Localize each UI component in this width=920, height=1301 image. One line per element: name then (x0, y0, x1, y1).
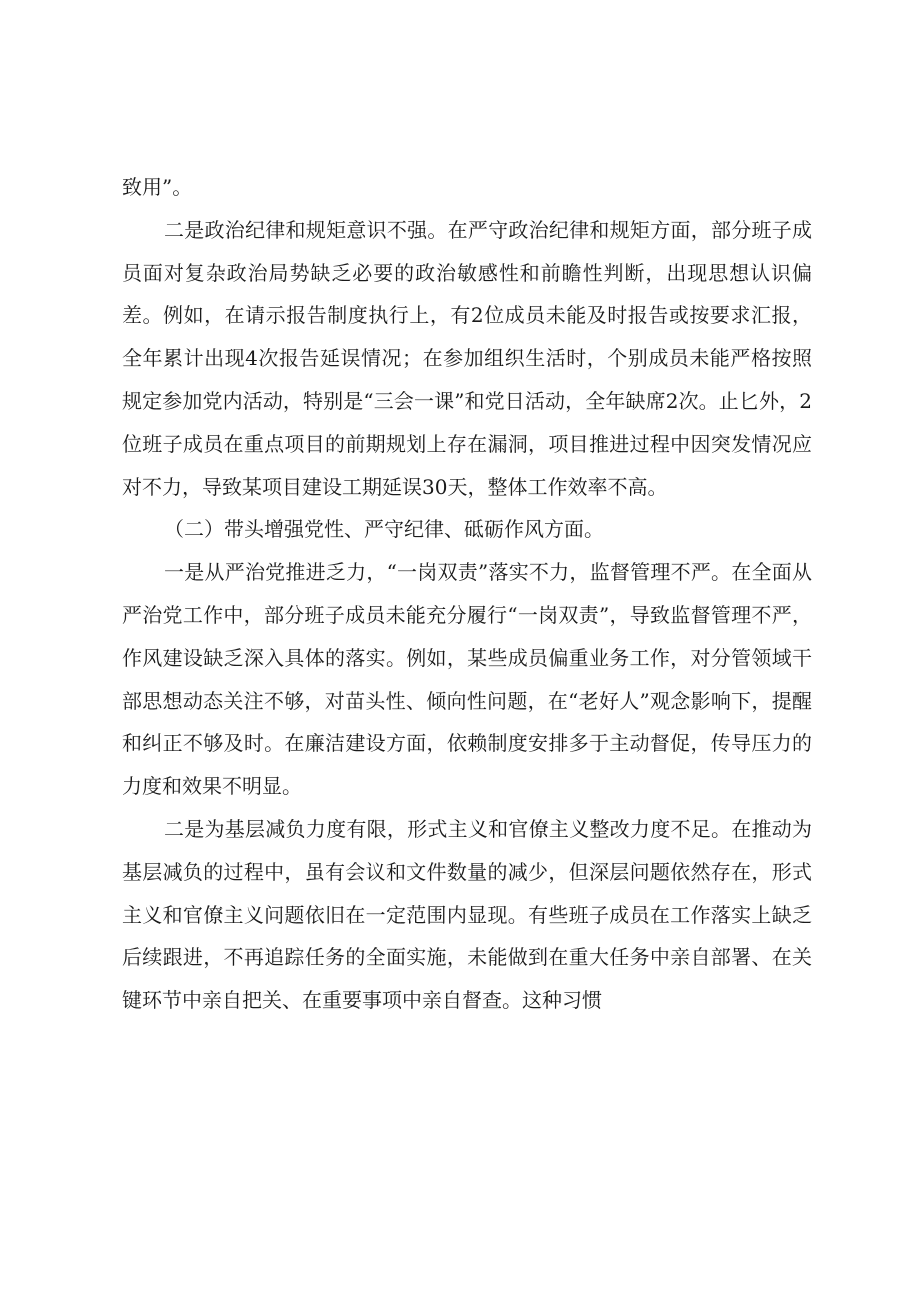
document-body (122, 166, 812, 1022)
paragraph-grassroots-burden: 二是为基层减负力度有限，形式主义和官僚主义整改力度不足。在推动为基层减负的过程中，虽有会议和文件数量的减少，但深层问题依然存在，形式主义和官僚主义问题依旧在一定范围内显现。有些班子成员在工作落实上缺乏后续跟进，不再追踪任务的全面实施，未能做到在重大任务中亲自部署、在关键环节中亲自把关、在重要事项中亲自督查。这种习惯 (122, 816, 812, 1013)
paragraph-continuation: 致用”。 (122, 175, 193, 199)
paragraph-party-governance: 一是从严治党推进乏力，“一岗双责”落实不力，监督管理不严。在全面从严治党工作中，部分班子成员未能充分履行“一岗双责”，导致监督管理不严，作风建设缺乏深入具体的落实。例如，某些成员偏重业务工作，对分管领域干部思想动态关注不够，对苗头性、倾向性问题，在“老好人”观念影响下，提醒和纠正不够及时。在廉洁建设方面，依赖制度安排多于主动督促，传导压力的力度和效果不明显。 (122, 560, 812, 799)
paragraph-political-discipline: 二是政治纪律和规矩意识不强。在严守政治纪律和规矩方面，部分班子成员面对复杂政治局势缺乏必要的政治敏感性和前瞻性判断，出现思想认识偏差。例如，在请示报告制度执行上，有2位成员未能及时报告或按要求汇报，全年累计出现4次报告延误情况；在参加组织生活时，个别成员未能严格按照规定参加党内活动，特别是“三会一课”和党日活动，全年缺席2次。止匕外，2位班子成员在重点项目的前期规划上存在漏洞，项目推进过程中因突发情况应对不力，导致某项目建设工期延误30天，整体工作效率不高。 (122, 217, 812, 499)
section-heading-2: （二）带头增强党性、严守纪律、砥砺作风方面。 (164, 517, 604, 542)
